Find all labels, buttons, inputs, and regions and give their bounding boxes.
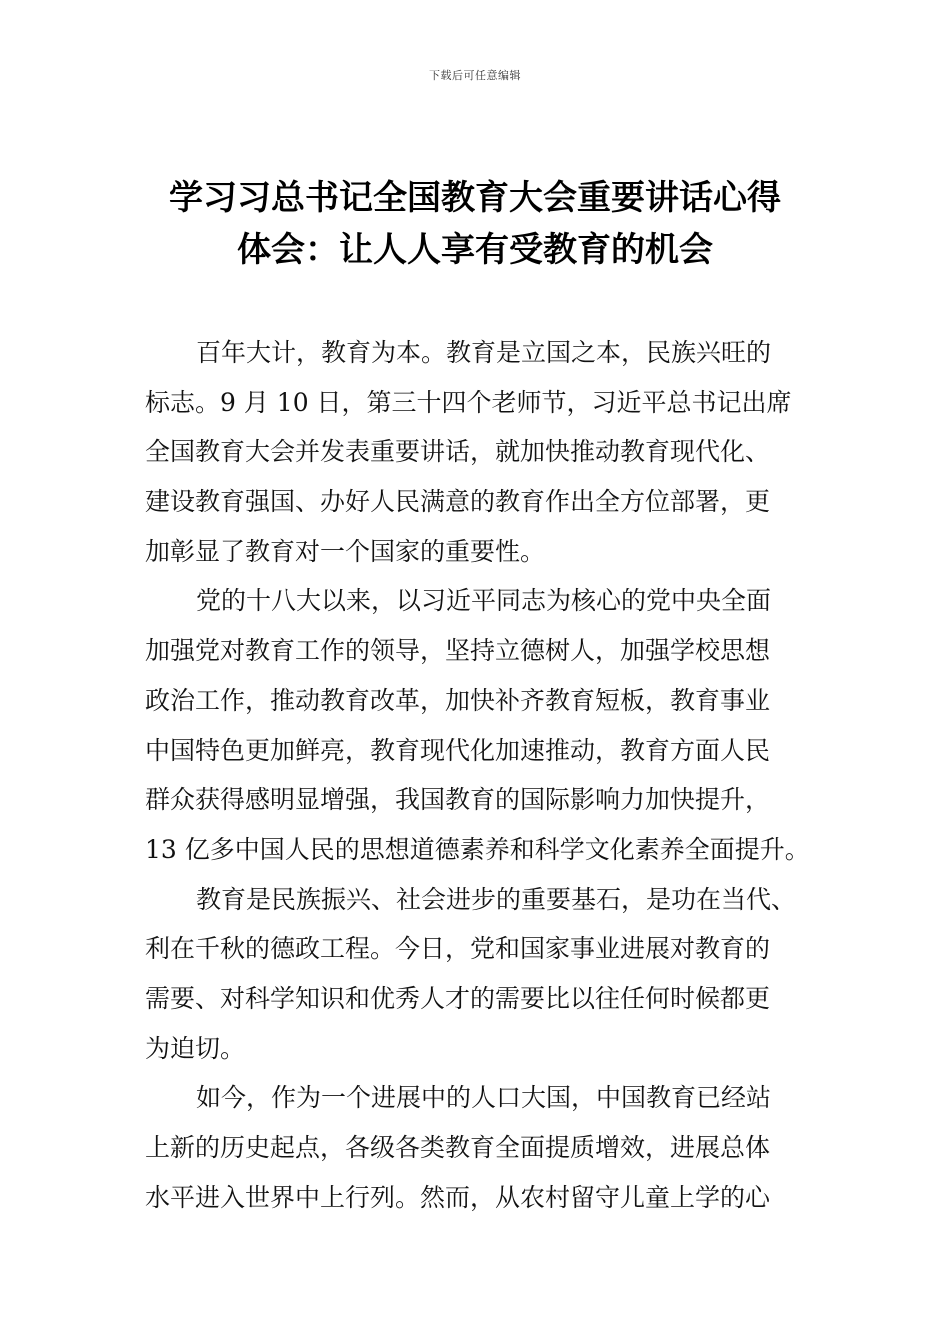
document-body <box>145 328 835 1222</box>
paragraph-1-line-2: 标志。9 月 10 日，第三十四个老师节，习近平总书记出席 <box>145 387 792 417</box>
paragraph-1-line-3: 全国教育大会并发表重要讲话，就加快推动教育现代化、 <box>145 437 771 467</box>
page-header-note: 下载后可任意编辑 <box>429 69 521 82</box>
paragraph-2-line-6: 13 亿多中国人民的思想道德素养和科学文化素养全面提升。 <box>145 834 810 864</box>
paragraph-2-line-1: 党的十八大以来，以习近平同志为核心的党中央全面 <box>196 586 772 616</box>
paragraph-3-line-2: 利在千秋的德政工程。今日，党和国家事业进展对教育的 <box>145 934 771 964</box>
paragraph-2-line-5: 群众获得感明显增强，我国教育的国际影响力加快提升， <box>145 785 771 815</box>
paragraph-3-line-4: 为迫切。 <box>145 1033 246 1063</box>
paragraph-4-line-1: 如今，作为一个进展中的人口大国，中国教育已经站 <box>196 1083 772 1113</box>
paragraph-2-line-2: 加强党对教育工作的领导，坚持立德树人，加强学校思想 <box>145 636 771 666</box>
paragraph-2-line-4: 中国特色更加鲜亮，教育现代化加速推动，教育方面人民 <box>145 735 771 765</box>
paragraph-3-line-1: 教育是民族振兴、社会进步的重要基石，是功在当代、 <box>196 884 797 914</box>
document-title <box>120 172 830 276</box>
title-line-1: 学习习总书记全国教育大会重要讲话心得 <box>169 178 781 218</box>
paragraph-1-line-4: 建设教育强国、办好人民满意的教育作出全方位部署，更 <box>145 487 771 517</box>
paragraph-2-line-3: 政治工作，推动教育改革，加快补齐教育短板，教育事业 <box>145 685 771 715</box>
paragraph-4-line-2: 上新的历史起点，各级各类教育全面提质增效，进展总体 <box>145 1133 771 1162</box>
paragraph-1-line-1: 百年大计，教育为本。教育是立国之本，民族兴旺的 <box>196 338 772 367</box>
paragraph-3-line-3: 需要、对科学知识和优秀人才的需要比以往任何时候都更 <box>145 983 771 1013</box>
paragraph-1-line-5: 加彰显了教育对一个国家的重要性。 <box>145 536 546 566</box>
title-line-2: 体会：让人人享有受教育的机会 <box>237 230 713 270</box>
paragraph-4-line-3: 水平进入世界中上行列。然而，从农村留守儿童上学的心 <box>145 1182 771 1212</box>
